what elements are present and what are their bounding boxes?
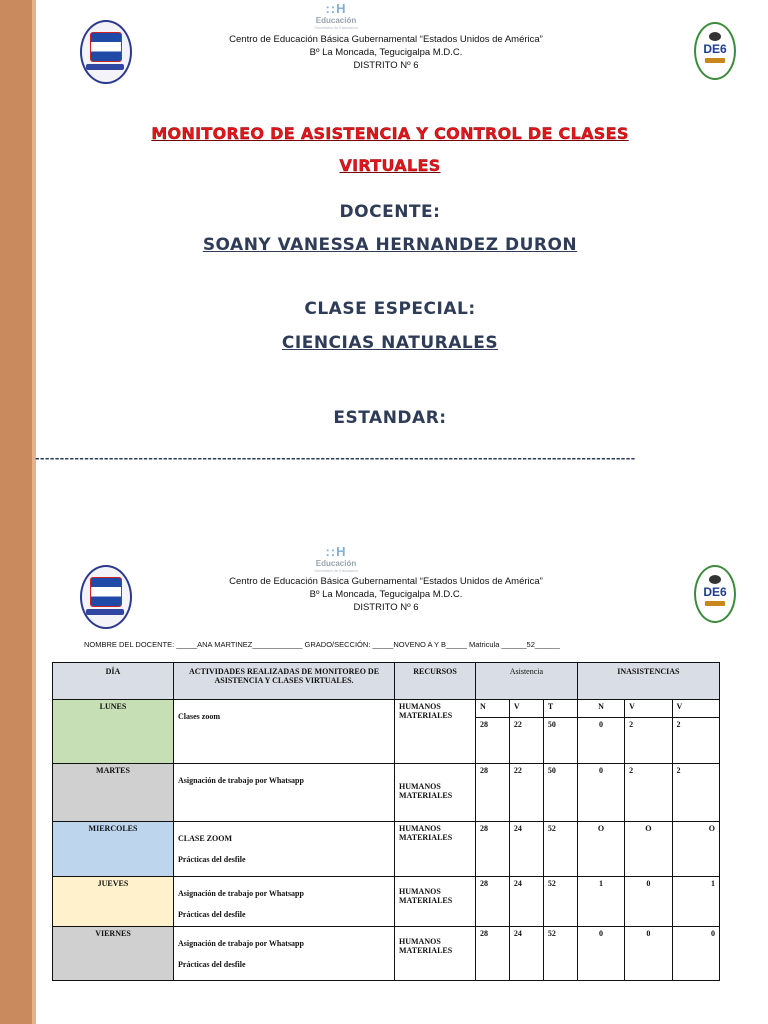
- cell-text: HUMANOS: [399, 937, 441, 946]
- cell-text: MATERIALES: [399, 896, 453, 905]
- cell-n: [476, 877, 510, 927]
- header-inasistencias: INASISTENCIAS: [577, 663, 719, 700]
- table-row: [53, 764, 720, 822]
- estandar-label: ESTANDAR:: [333, 408, 447, 428]
- cell-text: HUMANOS: [399, 702, 441, 711]
- cell-text: JUEVES: [97, 879, 129, 888]
- cell-actividades: [174, 822, 395, 877]
- cell-iv2: [672, 927, 719, 981]
- table-row: [53, 877, 720, 927]
- cell-in: [577, 927, 624, 981]
- cell-v: [509, 700, 543, 764]
- educacion-logo-text: Educación: [315, 16, 357, 25]
- cell-text: 52: [547, 929, 556, 938]
- table-row: [53, 700, 720, 764]
- cell-text: 52: [547, 824, 556, 833]
- grado-field-label: GRADO/SECCIÓN:: [304, 640, 371, 649]
- cell-actividades: [174, 877, 395, 927]
- educacion-logo-text-2: Educación: [315, 559, 357, 568]
- cell-t: [543, 700, 577, 764]
- header-actividades: ACTIVIDADES REALIZADAS DE MONITOREO DE ASISTENCIA Y CLASES VIRTUALES.: [174, 663, 395, 700]
- cell-text: Prácticas del desfile: [178, 910, 246, 919]
- cell-text: 2: [676, 766, 681, 775]
- matricula-field-value: ______52______: [501, 640, 560, 649]
- cell-text: 1: [711, 879, 715, 888]
- cell-text: VIERNES: [95, 929, 131, 938]
- cover-title-line1: MONITOREO DE ASISTENCIA Y CONTROL DE CLASES: [151, 124, 629, 143]
- cell-text: Asignación de trabajo por Whatsapp: [178, 776, 304, 785]
- dashed-separator: --------------------------------------------------------------------------------------------------------------------------: [34, 452, 635, 465]
- cell-text: 0: [646, 879, 651, 888]
- educacion-logo: [306, 2, 366, 30]
- cell-v: [509, 764, 543, 822]
- info-line: [84, 640, 684, 649]
- cell-text: 24: [513, 824, 522, 833]
- cell-text: Prácticas del desfile: [178, 855, 246, 864]
- cell-recursos: [395, 877, 476, 927]
- cell-recursos: [395, 700, 476, 764]
- cell-text: MATERIALES: [399, 833, 453, 842]
- cell-t: [543, 877, 577, 927]
- cell-in: [577, 822, 624, 877]
- docente-field-label: NOMBRE DEL DOCENTE:: [84, 640, 175, 649]
- cell-actividades: [174, 927, 395, 981]
- table-header-row: [53, 663, 720, 700]
- page-edge-stripe: [0, 0, 32, 1024]
- cell-text: Prácticas del desfile: [178, 960, 246, 969]
- cell-recursos: [395, 822, 476, 877]
- cell-iv: [625, 877, 672, 927]
- district-seal-right: [694, 22, 736, 80]
- school-seal-left-2: [80, 565, 132, 629]
- cell-actividades: [174, 700, 395, 764]
- cell-text: 24: [513, 879, 522, 888]
- cell-text: 50: [547, 720, 556, 729]
- cell-text: 22: [513, 720, 522, 729]
- cell-v: [509, 877, 543, 927]
- cell-text: MATERIALES: [399, 791, 453, 800]
- cell-text: CLASE ZOOM: [178, 834, 233, 843]
- school-address-2: Bº La Moncada, Tegucigalpa M.D.C.: [309, 589, 463, 600]
- educacion-logo-mark: ::H: [325, 1, 347, 16]
- cell-iv: [625, 764, 672, 822]
- cell-t: [543, 927, 577, 981]
- district-seal-text-2: DE6: [703, 585, 727, 599]
- educacion-logo-2: [306, 545, 366, 573]
- cell-text: HUMANOS: [399, 782, 441, 791]
- cell-text: 50: [547, 766, 556, 775]
- school-address: Bº La Moncada, Tegucigalpa M.D.C.: [309, 47, 463, 58]
- cell-text: 52: [547, 879, 556, 888]
- cell-text: Asignación de trabajo por Whatsapp: [178, 939, 304, 948]
- page-edge-stripe-inner: [32, 0, 36, 1024]
- school-seal-left: [80, 20, 132, 84]
- cell-text: O: [708, 824, 715, 833]
- cell-text: Asignación de trabajo por Whatsapp: [178, 889, 304, 898]
- cell-text: 24: [513, 929, 522, 938]
- cell-text: HUMANOS: [399, 824, 441, 833]
- table-row: [53, 822, 720, 877]
- cell-text: 28: [480, 929, 488, 938]
- header-dia: DÍA: [53, 663, 174, 700]
- school-district-2: DISTRITO Nº 6: [353, 602, 419, 613]
- school-header: [136, 33, 636, 72]
- cell-text: 2: [676, 720, 681, 729]
- cell-recursos: [395, 764, 476, 822]
- cell-t: [543, 822, 577, 877]
- cell-in: [577, 877, 624, 927]
- school-name: Centro de Educación Básica Gubernamental “Estados Unidos de América”: [229, 34, 543, 45]
- cell-text: V: [629, 702, 635, 711]
- school-district: DISTRITO Nº 6: [353, 60, 419, 71]
- school-name-2: Centro de Educación Básica Gubernamental “Estados Unidos de América”: [229, 576, 543, 587]
- educacion-logo-subtext: Secretaría de Educación: [314, 25, 358, 30]
- docente-name: SOANY VANESSA HERNANDEZ DURON: [202, 235, 578, 255]
- cell-text: 0: [646, 929, 651, 938]
- cell-text: MARTES: [96, 766, 130, 775]
- cell-v: [509, 927, 543, 981]
- cover-title-line2: VIRTUALES: [339, 156, 441, 175]
- educacion-logo-subtext-2: Secretaría de Educación: [314, 568, 358, 573]
- cell-text: V: [513, 702, 520, 711]
- cell-text: MIERCOLES: [88, 824, 138, 833]
- cell-text: 28: [480, 879, 488, 888]
- cell-in: [577, 700, 624, 764]
- grado-field-value: _____NOVENO A Y B_____: [372, 640, 467, 649]
- cell-iv: [625, 700, 672, 764]
- header-recursos: RECURSOS: [395, 663, 476, 700]
- cell-text: 0: [711, 929, 715, 938]
- clase-label: CLASE ESPECIAL:: [304, 299, 476, 319]
- cell-day: [53, 822, 174, 877]
- cell-iv2: [672, 700, 719, 764]
- cell-t: [543, 764, 577, 822]
- cell-text: LUNES: [99, 702, 127, 711]
- cell-day: [53, 700, 174, 764]
- cell-text: T: [547, 702, 554, 711]
- cell-text: 28: [480, 720, 488, 729]
- cell-text: 0: [598, 766, 603, 775]
- cell-recursos: [395, 927, 476, 981]
- cell-n: [476, 927, 510, 981]
- docente-field-value: _____ANA MARTINEZ____________: [176, 640, 303, 649]
- cell-text: 22: [513, 766, 522, 775]
- cell-iv2: [672, 764, 719, 822]
- cell-text: HUMANOS: [399, 887, 441, 896]
- school-header-2: [136, 575, 636, 614]
- cell-text: V: [676, 702, 683, 711]
- cell-actividades: [174, 764, 395, 822]
- cell-n: [476, 822, 510, 877]
- cell-iv2: [672, 822, 719, 877]
- table-row: [53, 927, 720, 981]
- cell-text: 1: [598, 879, 603, 888]
- district-seal-right-2: [694, 565, 736, 623]
- cell-text: MATERIALES: [399, 946, 453, 955]
- cell-v: [509, 822, 543, 877]
- cell-text: 28: [480, 824, 488, 833]
- cell-text: O: [645, 824, 652, 833]
- docente-label: DOCENTE:: [339, 202, 441, 222]
- cell-day: [53, 877, 174, 927]
- cell-text: 0: [598, 720, 603, 729]
- cell-iv: [625, 927, 672, 981]
- cell-text: MATERIALES: [399, 711, 453, 720]
- clase-name: CIENCIAS NATURALES: [281, 333, 499, 353]
- attendance-table: [52, 662, 720, 981]
- cell-day: [53, 927, 174, 981]
- document-page: [34, 0, 768, 1024]
- header-asistencia: Asistencia: [476, 663, 578, 700]
- matricula-field-label: Matricula: [468, 640, 500, 649]
- cell-n: [476, 764, 510, 822]
- cell-in: [577, 764, 624, 822]
- cell-text: 2: [629, 766, 634, 775]
- district-seal-text: DE6: [703, 42, 727, 56]
- cell-text: O: [597, 824, 605, 833]
- educacion-logo-mark-2: ::H: [325, 544, 347, 559]
- cell-text: 2: [629, 720, 634, 729]
- cell-text: 28: [480, 766, 488, 775]
- cell-day: [53, 764, 174, 822]
- cell-iv: [625, 822, 672, 877]
- cell-text: N: [480, 702, 486, 711]
- cell-text: N: [598, 702, 604, 711]
- cell-text: 0: [598, 929, 603, 938]
- cell-n: [476, 700, 510, 764]
- cell-iv2: [672, 877, 719, 927]
- cell-text: Clases zoom: [178, 712, 220, 721]
